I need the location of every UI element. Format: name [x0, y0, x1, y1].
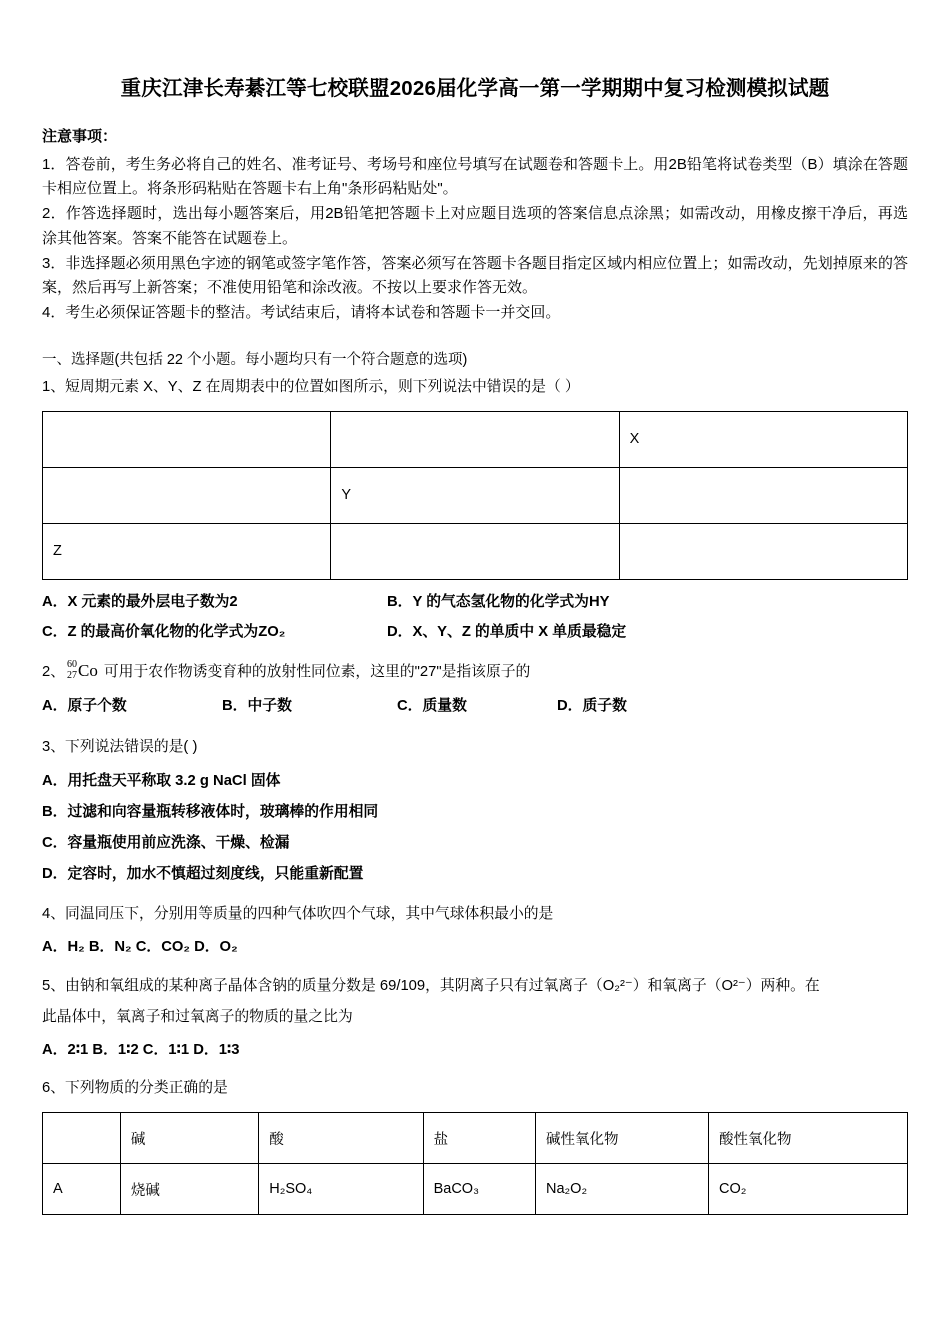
question-2	[42, 660, 908, 725]
question-1-stem	[42, 375, 908, 401]
question-5-stem-line-1	[42, 974, 908, 1000]
notice-section	[42, 125, 908, 326]
header-acid: 酸	[259, 1113, 423, 1164]
cell-basic-oxide: Na₂O₂	[536, 1164, 709, 1215]
table-row	[43, 411, 908, 467]
question-5-number: 5、	[42, 977, 66, 994]
cell-acidic-oxide: CO₂	[709, 1164, 908, 1215]
cell-salt: BaCO₃	[423, 1164, 535, 1215]
notice-item-1: 1．答卷前，考生务必将自己的姓名、准考证号、考场号和座位号填写在试题卷和答题卡上。用2B铅笔将试卷类型（B）填涂在答题卡相应位置上。将条形码粘贴在答题卡右上角"条形码粘贴处"。	[42, 155, 908, 197]
table-row	[43, 1164, 908, 1215]
isotope-notation	[67, 660, 98, 682]
question-5	[42, 974, 908, 1065]
option-1c: C．Z 的最高价氧化物的化学式为ZO₂	[42, 623, 286, 640]
header-base: 碱	[120, 1113, 258, 1164]
question-4-options: A．H₂ B．N₂ C．CO₂ D．O₂	[42, 938, 238, 955]
cell-base: 烧碱	[120, 1164, 258, 1215]
isotope-symbol: Co	[78, 660, 98, 680]
notice-item-3: 3．非选择题必须用黑色字迹的钢笔或签字笔作答，答案必须写在答题卡各题目指定区域内相应位置上；如需改动，先划掉原来的答案，然后再写上新答案；不准使用铅笔和涂改液。不按以上要求作答无效。	[42, 254, 908, 297]
option-2b: B．中子数	[222, 698, 292, 715]
question-4-text: 同温同压下，分别用等质量的四种气体吹四个气球，其中气球体积最小的是	[65, 906, 554, 923]
cell-r2c1	[43, 467, 331, 523]
question-3	[42, 735, 908, 890]
cell-r3c1: Z	[43, 523, 331, 579]
question-6-text: 下列物质的分类正确的是	[65, 1080, 228, 1097]
notice-item-2: 2．作答选择题时，选出每小题答案后，用2B铅笔把答题卡上对应题目选项的答案信息点涂黑；如需改动，用橡皮擦干净后，再选涂其他答案。答案不能答在试题卷上。	[42, 205, 908, 247]
cell-r1c2	[331, 411, 619, 467]
cell-r1c3: X	[619, 411, 907, 467]
section-one-title: 一、选择题(共包括 22 个小题。每小题均只有一个符合题意的选项)	[42, 351, 468, 368]
question-1-options-row-2	[42, 618, 908, 646]
option-2d: D．质子数	[557, 698, 627, 715]
question-3-number: 3、	[42, 738, 66, 755]
cell-acid: H₂SO₄	[259, 1164, 423, 1215]
cell-row-label: A	[43, 1164, 121, 1215]
question-4-stem	[42, 902, 908, 928]
option-3c: C．容量瓶使用前应洗涤、干燥、检漏	[42, 834, 290, 851]
option-3d: D．定容时，加水不慎超过刻度线，只能重新配置	[42, 866, 364, 882]
question-1	[42, 375, 908, 646]
table-header-row	[43, 1113, 908, 1164]
question-6	[42, 1076, 908, 1215]
question-6-stem	[42, 1076, 908, 1102]
option-3b: B．过滤和向容量瓶转移液体时，玻璃棒的作用相同	[42, 803, 379, 820]
option-1a: A．X 元素的最外层电子数为2	[42, 593, 238, 610]
question-1-number: 1、	[42, 378, 66, 395]
notice-label: 注意事项：	[42, 127, 118, 145]
classification-table	[42, 1112, 908, 1215]
question-4	[42, 902, 908, 962]
question-1-text: 短周期元素 X、Y、Z 在周期表中的位置如图所示，则下列说法中错误的是（ ）	[65, 378, 580, 395]
question-2-number: 2、	[42, 664, 66, 681]
option-1d: D．X、Y、Z 的单质中 X 单质最稳定	[387, 623, 627, 640]
notice-item-4: 4．考生必须保证答题卡的整洁。考试结束后，请将本试卷和答题卡一并交回。	[42, 304, 561, 322]
option-2c: C．质量数	[397, 698, 467, 715]
question-3-stem	[42, 735, 908, 761]
cell-r3c2	[331, 523, 619, 579]
question-5-options: A．2∶1 B．1∶2 C．1∶1 D．1∶3	[42, 1041, 240, 1058]
question-1-options-row-1	[42, 588, 908, 616]
question-2-text: 可用于农作物诱变育种的放射性同位素，这里的"27"是指该原子的	[103, 664, 531, 681]
cell-r2c3	[619, 467, 907, 523]
question-6-number: 6、	[42, 1080, 66, 1097]
isotope-atomic-number: 27	[67, 669, 78, 681]
question-2-options	[42, 689, 908, 725]
question-5-stem-line-2: 此晶体中，氧离子和过氧离子的物质的量之比为	[42, 1008, 353, 1025]
header-salt: 盐	[423, 1113, 535, 1164]
header-acidic-oxide: 酸性氧化物	[709, 1113, 908, 1164]
option-3a: A．用托盘天平称取 3.2 g NaCl 固体	[42, 772, 281, 789]
periodic-position-table	[42, 411, 908, 580]
question-5-text-1: 由钠和氧组成的某种离子晶体含钠的质量分数是 69/109，其阴离子只有过氧离子（O₂²⁻）和氧离子（O²⁻）两种。在	[65, 977, 820, 994]
cell-r1c1	[43, 411, 331, 467]
table-row	[43, 523, 908, 579]
option-2a: A．原子个数	[42, 698, 127, 715]
question-2-stem	[42, 660, 908, 682]
table-row	[43, 467, 908, 523]
header-blank	[43, 1113, 121, 1164]
isotope-mass-number: 60	[67, 658, 78, 670]
header-basic-oxide: 碱性氧化物	[536, 1113, 709, 1164]
page-title: 重庆江津长寿綦江等七校联盟2026届化学高一第一学期期中复习检测模拟试题	[120, 77, 830, 100]
question-4-number: 4、	[42, 906, 66, 923]
option-1b: B．Y 的气态氢化物的化学式为HY	[387, 593, 610, 610]
cell-r2c2: Y	[331, 467, 619, 523]
cell-r3c3	[619, 523, 907, 579]
isotope-numbers	[67, 660, 77, 682]
question-3-text: 下列说法错误的是( )	[65, 738, 198, 755]
